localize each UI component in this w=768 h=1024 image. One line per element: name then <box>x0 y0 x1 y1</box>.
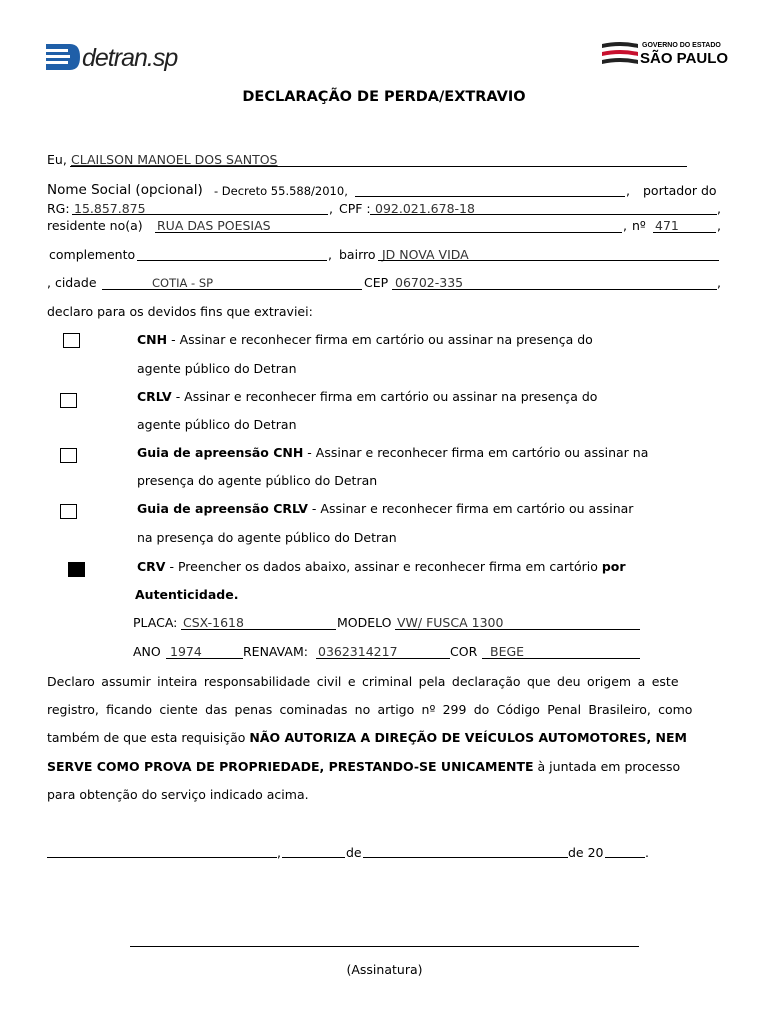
option-guia-cnh-text: - Assinar e reconhecer firma em cartório ou assinar na <box>303 445 649 460</box>
decreto-text: - Decreto 55.588/2010, <box>214 184 348 198</box>
declaration-line3-b: NÃO AUTORIZA A DIREÇÃO DE VEÍCULOS AUTOMOTORES, NEM <box>249 730 687 745</box>
option-guia-cnh-title: Guia de apreensão CNH <box>137 445 304 460</box>
option-crv-line1 <box>137 559 626 574</box>
checkbox-crv[interactable] <box>68 562 85 577</box>
declaro-text: declaro para os devidos fins que extraviei: <box>47 304 313 319</box>
option-guia-crlv-line1 <box>137 501 633 516</box>
nome-social-line <box>355 196 625 197</box>
bairro-label: bairro <box>339 247 376 262</box>
eu-label: Eu, <box>47 152 67 167</box>
gov-line1: GOVERNO DO ESTADO <box>642 42 721 49</box>
option-crlv-line1 <box>137 389 597 404</box>
checkbox-guia-crlv[interactable] <box>60 504 77 519</box>
checkbox-guia-cnh[interactable] <box>60 448 77 463</box>
option-crlv-line2: agente público do Detran <box>137 417 297 432</box>
cep-comma: , <box>717 275 721 290</box>
modelo-line <box>395 629 640 630</box>
gov-sp-logo <box>600 40 740 70</box>
declaration-line2: registro, ficando ciente das penas cominadas no artigo nº 299 do Código Penal Brasileiro, como <box>47 702 693 717</box>
option-guia-crlv-title: Guia de apreensão CRLV <box>137 501 308 516</box>
name-value: CLAILSON MANOEL DOS SANTOS <box>71 152 278 167</box>
address-comma: , <box>623 218 627 233</box>
declaration-line3 <box>47 730 687 745</box>
option-guia-crlv-text: - Assinar e reconhecer firma em cartório ou assinar <box>307 501 634 516</box>
date-de2: de 20 <box>568 845 604 860</box>
checkbox-cnh[interactable] <box>63 333 80 348</box>
declaration-line1: Declaro assumir inteira responsabilidade civil e criminal pela declaração que deu origem a este <box>47 674 679 689</box>
bairro-line <box>378 260 719 261</box>
complemento-comma: , <box>328 247 332 262</box>
option-guia-cnh-line2: presença do agente público do Detran <box>137 473 378 488</box>
cidade-line <box>102 289 362 290</box>
complemento-label: complemento <box>49 247 136 262</box>
date-month-line <box>363 857 568 858</box>
checkbox-crlv[interactable] <box>60 393 77 408</box>
cep-line <box>392 289 717 290</box>
signature-line <box>130 946 639 947</box>
residente-label: residente no(a) <box>47 218 143 233</box>
cor-label: COR <box>450 644 478 659</box>
option-guia-cnh-line1 <box>137 445 648 460</box>
signature-label: (Assinatura) <box>346 962 423 977</box>
rg-comma: , <box>329 201 333 216</box>
flag-icon <box>600 40 640 68</box>
numero-line <box>653 232 716 233</box>
cidade-value: COTIA - SP <box>152 276 214 290</box>
rg-label: RG: <box>47 201 70 216</box>
address-value: RUA DAS POESIAS <box>157 218 271 233</box>
declaration-line5: para obtenção do serviço indicado acima. <box>47 787 309 802</box>
declaration-line4-a: à juntada em processo <box>533 759 681 774</box>
date-place-line <box>47 857 277 858</box>
bairro-value: JD NOVA VIDA <box>382 247 469 262</box>
page-title: DECLARAÇÃO DE PERDA/EXTRAVIO <box>242 89 526 105</box>
option-cnh-text: - Assinar e reconhecer firma em cartório ou assinar na presença do <box>167 332 593 347</box>
detran-logo-text: detran.sp <box>82 44 178 72</box>
date-year-line <box>605 857 645 858</box>
rg-value: 15.857.875 <box>74 201 146 216</box>
placa-value: CSX-1618 <box>183 615 244 630</box>
modelo-label: MODELO <box>337 615 392 630</box>
numero-value: 471 <box>655 218 679 233</box>
renavam-label: RENAVAM: <box>243 644 308 659</box>
ano-value: 1974 <box>170 644 202 659</box>
rg-line <box>72 214 328 215</box>
portador-text: portador do <box>643 183 717 198</box>
cep-label: CEP <box>364 275 389 290</box>
ano-label: ANO <box>133 644 161 659</box>
cor-value: BEGE <box>490 644 525 659</box>
declaration-line3-a: também de que esta requisição <box>47 730 250 745</box>
cpf-label: CPF : <box>339 201 371 216</box>
detran-logo <box>44 38 194 78</box>
option-crlv-text: - Assinar e reconhecer firma em cartório ou assinar na presença do <box>171 389 598 404</box>
cidade-label: , cidade <box>47 275 97 290</box>
numero-label: nº <box>632 218 646 233</box>
option-cnh-line2: agente público do Detran <box>137 361 297 376</box>
gov-line2: SÃO PAULO <box>640 50 729 67</box>
option-cnh-line1 <box>137 332 593 347</box>
option-crv-text: - Preencher os dados abaixo, assinar e reconhecer firma em cartório <box>165 559 602 574</box>
date-end: . <box>645 845 649 860</box>
modelo-value: VW/ FUSCA 1300 <box>397 615 504 630</box>
cep-value: 06702-335 <box>395 275 464 290</box>
declaration-line4 <box>47 759 680 774</box>
address-line <box>155 232 622 233</box>
cpf-comma: , <box>717 201 721 216</box>
option-crv-text-bold: por <box>601 559 626 574</box>
date-de1: de <box>346 845 362 860</box>
cpf-line <box>370 214 717 215</box>
date-comma: , <box>277 845 281 860</box>
declaration-line4-b: SERVE COMO PROVA DE PROPRIEDADE, PRESTANDO-SE UNICAMENTE <box>47 759 534 774</box>
option-guia-crlv-line2: na presença do agente público do Detran <box>137 530 397 545</box>
nome-social-label: Nome Social (opcional) <box>47 182 203 198</box>
placa-label: PLACA: <box>133 615 178 630</box>
numero-comma: , <box>717 218 721 233</box>
option-crv-line2: Autenticidade. <box>135 587 239 602</box>
option-crv-title: CRV <box>137 559 166 574</box>
name-line <box>70 166 687 167</box>
renavam-line <box>316 658 450 659</box>
option-cnh-title: CNH <box>137 332 168 347</box>
date-day-line <box>282 857 345 858</box>
complemento-line <box>137 260 327 261</box>
renavam-value: 0362314217 <box>318 644 398 659</box>
option-crlv-title: CRLV <box>137 389 172 404</box>
cor-line <box>482 658 640 659</box>
cpf-value: 092.021.678-18 <box>375 201 475 216</box>
placa-line <box>181 629 336 630</box>
detran-logo-icon <box>44 40 84 74</box>
nome-social-comma: , <box>626 183 630 198</box>
ano-line <box>166 658 243 659</box>
